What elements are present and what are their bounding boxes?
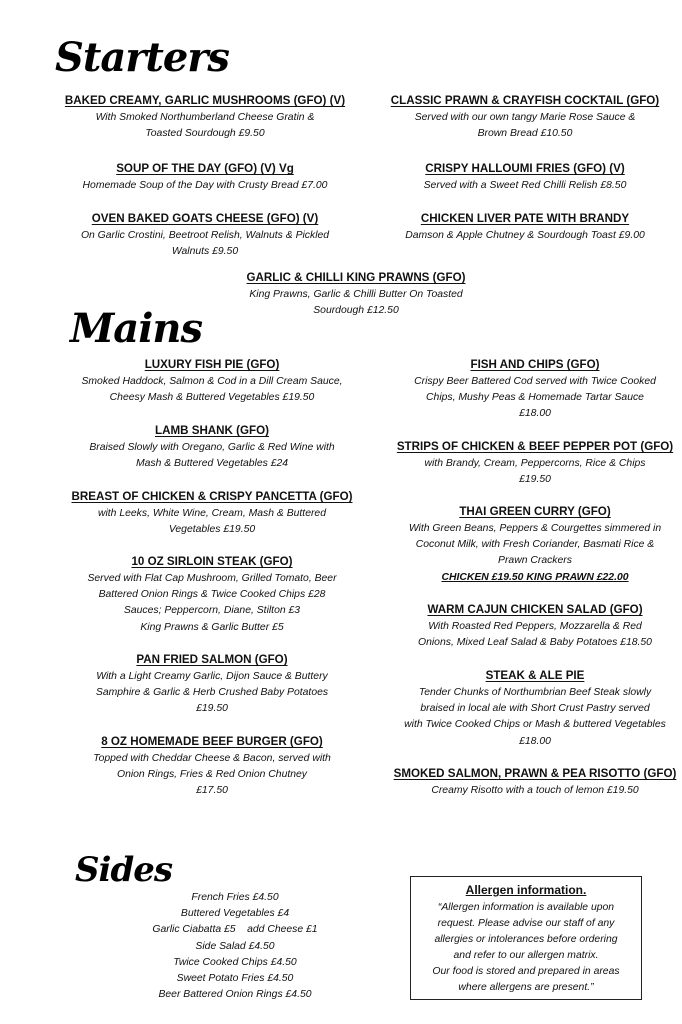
item-title: LUXURY FISH PIE (GFO): [144, 358, 280, 371]
item-desc: Sauces; Peppercorn, Diane, Stilton £3: [123, 605, 301, 617]
item-desc: With Green Beans, Peppers & Courgettes simmered in: [408, 523, 662, 534]
item-desc: £18.00: [519, 735, 551, 747]
item-desc: Crispy Beer Battered Cod served with Twice Cooked: [414, 376, 656, 387]
side-item: Beer Battered Onion Rings £4.50: [158, 989, 312, 1001]
item-desc: Samphire & Garlic & Herb Crushed Baby Potatoes: [95, 687, 329, 699]
item-desc: Served with a Sweet Red Chilli Relish £8.50: [423, 180, 627, 191]
item-desc: £19.50: [519, 474, 551, 486]
starter-item-mushrooms: [40, 94, 370, 142]
main-item-fish-chips: [370, 358, 682, 423]
item-desc: Creamy Risotto with a touch of lemon £19.50: [431, 785, 639, 796]
main-item-cajun-salad: [370, 603, 682, 651]
item-desc: King Prawns & Garlic Butter £5: [140, 621, 284, 633]
starter-item-halloumi: [360, 162, 682, 194]
item-desc: Onion Rings, Fries & Red Onion Chutney: [116, 769, 307, 781]
side-item: Side Salad £4.50: [195, 940, 275, 952]
side-item: Sweet Potato Fries £4.50: [176, 973, 294, 985]
item-desc: On Garlic Crostini, Beetroot Relish, Walnuts & Pickled: [80, 230, 330, 241]
item-title: SMOKED SALMON, PRAWN & PEA RISOTTO (GFO): [393, 767, 677, 780]
item-title: FISH AND CHIPS (GFO): [470, 358, 600, 371]
allergen-line: where allergens are present.”: [458, 982, 594, 993]
starter-item-goats-cheese: [40, 212, 370, 260]
item-title: 8 OZ HOMEMADE BEEF BURGER (GFO): [101, 735, 323, 748]
main-item-sirloin: [47, 555, 377, 636]
starter-item-pate: [360, 212, 682, 244]
item-desc: Prawn Crackers: [498, 555, 572, 567]
item-desc: Vegetables £19.50: [168, 524, 256, 536]
side-item: Garlic Ciabatta £5 add Cheese £1: [152, 924, 318, 936]
item-desc: Walnuts £9.50: [171, 246, 239, 258]
item-desc: Topped with Cheddar Cheese & Bacon, served with: [93, 753, 331, 764]
item-title: 10 OZ SIRLOIN STEAK (GFO): [131, 555, 293, 568]
item-desc: Coconut Milk, with Fresh Coriander, Basmati Rice &: [415, 539, 655, 551]
item-title: SOUP OF THE DAY (GFO) (V) Vg: [116, 162, 294, 175]
side-item: Twice Cooked Chips £4.50: [173, 956, 297, 968]
item-title: BREAST OF CHICKEN & CRISPY PANCETTA (GFO): [71, 490, 353, 503]
item-desc: Served with Flat Cap Mushroom, Grilled Tomato, Beer: [87, 573, 337, 584]
starter-item-soup: [40, 162, 370, 194]
allergen-line: request. Please advise our staff of any: [437, 918, 615, 929]
item-desc: King Prawns, Garlic & Chilli Butter On Toasted: [249, 289, 463, 300]
allergen-line: and refer to our allergen matrix.: [453, 950, 599, 961]
item-desc: Onions, Mixed Leaf Salad & Baby Potatoes £18.50: [418, 637, 652, 649]
item-desc: Damson & Apple Chutney & Sourdough Toast £9.00: [405, 230, 645, 241]
item-desc: with Brandy, Cream, Peppercorns, Rice & Chips: [424, 458, 646, 469]
allergen-line: Our food is stored and prepared in areas: [432, 966, 620, 977]
item-desc: with Twice Cooked Chips or Mash & buttered Vegetables: [404, 719, 666, 731]
side-item: Buttered Vegetables £4: [180, 908, 290, 920]
item-title: LAMB SHANK (GFO): [155, 424, 269, 437]
item-desc: Chips, Mushy Peas & Homemade Tartar Sauce: [426, 392, 644, 404]
item-desc: £17.50: [196, 785, 228, 797]
item-title: THAI GREEN CURRY (GFO): [459, 505, 611, 518]
item-desc: Toasted Sourdough £9.50: [145, 128, 265, 140]
item-desc: £19.50: [196, 703, 228, 715]
item-desc: £18.00: [519, 408, 551, 420]
mains-heading: Mains: [70, 305, 202, 352]
item-title: OVEN BAKED GOATS CHEESE (GFO) (V): [91, 212, 319, 225]
item-desc: Sourdough £12.50: [313, 305, 399, 317]
item-price: CHICKEN £19.50 KING PRAWN £22.00: [441, 571, 629, 583]
item-desc: With Smoked Northumberland Cheese Gratin &: [95, 112, 315, 123]
item-desc: Homemade Soup of the Day with Crusty Bread £7.00: [82, 180, 328, 191]
item-title: CRISPY HALLOUMI FRIES (GFO) (V): [425, 162, 625, 175]
item-title: CHICKEN LIVER PATE WITH BRANDY: [420, 212, 630, 225]
item-desc: Smoked Haddock, Salmon & Cod in a Dill Cream Sauce,: [81, 376, 343, 387]
main-item-risotto: [370, 767, 682, 799]
item-desc: Brown Bread £10.50: [477, 128, 573, 140]
side-item: French Fries £4.50: [191, 892, 279, 903]
starter-item-prawn-cocktail: [360, 94, 682, 142]
sides-list: [135, 890, 335, 1003]
main-item-salmon: [47, 653, 377, 718]
item-desc: Tender Chunks of Northumbrian Beef Steak slowly: [418, 687, 652, 698]
main-item-thai-curry: [370, 505, 682, 586]
item-desc: Mash & Buttered Vegetables £24: [135, 458, 289, 470]
allergen-line: “Allergen information is available upon: [437, 902, 615, 913]
main-item-chicken-pancetta: [47, 490, 377, 538]
item-title: WARM CAJUN CHICKEN SALAD (GFO): [427, 603, 643, 616]
item-title: STEAK & ALE PIE: [485, 669, 585, 682]
allergen-title: Allergen information.: [465, 883, 587, 897]
sides-heading: Sides: [75, 850, 173, 890]
item-desc: Battered Onion Rings & Twice Cooked Chips £28: [98, 589, 326, 601]
main-item-burger: [47, 735, 377, 800]
main-item-pepper-pot: [370, 440, 682, 488]
item-desc: Cheesy Mash & Buttered Vegetables £19.50: [109, 392, 315, 404]
item-desc: Served with our own tangy Marie Rose Sauce &: [414, 112, 636, 123]
starters-heading: Starters: [55, 34, 229, 81]
item-desc: Braised Slowly with Oregano, Garlic & Red Wine with: [89, 442, 335, 453]
item-desc: with Leeks, White Wine, Cream, Mash & Buttered: [97, 508, 326, 519]
item-title: STRIPS OF CHICKEN & BEEF PEPPER POT (GFO): [396, 440, 674, 453]
item-title: GARLIC & CHILLI KING PRAWNS (GFO): [246, 271, 466, 284]
item-title: PAN FRIED SALMON (GFO): [136, 653, 288, 666]
item-desc: With a Light Creamy Garlic, Dijon Sauce & Buttery: [96, 671, 328, 682]
item-title: BAKED CREAMY, GARLIC MUSHROOMS (GFO) (V): [64, 94, 346, 107]
main-item-steak-ale-pie: [370, 669, 682, 750]
allergen-line: allergies or intolerances before ordering: [434, 934, 618, 945]
main-item-fish-pie: [47, 358, 377, 406]
starter-item-king-prawns: [191, 271, 521, 319]
item-desc: braised in local ale with Short Crust Pastry served: [420, 703, 650, 715]
main-item-lamb-shank: [47, 424, 377, 472]
allergen-info-box: [410, 876, 642, 1000]
item-title: CLASSIC PRAWN & CRAYFISH COCKTAIL (GFO): [390, 94, 660, 107]
item-desc: With Roasted Red Peppers, Mozzarella & Red: [428, 621, 642, 632]
